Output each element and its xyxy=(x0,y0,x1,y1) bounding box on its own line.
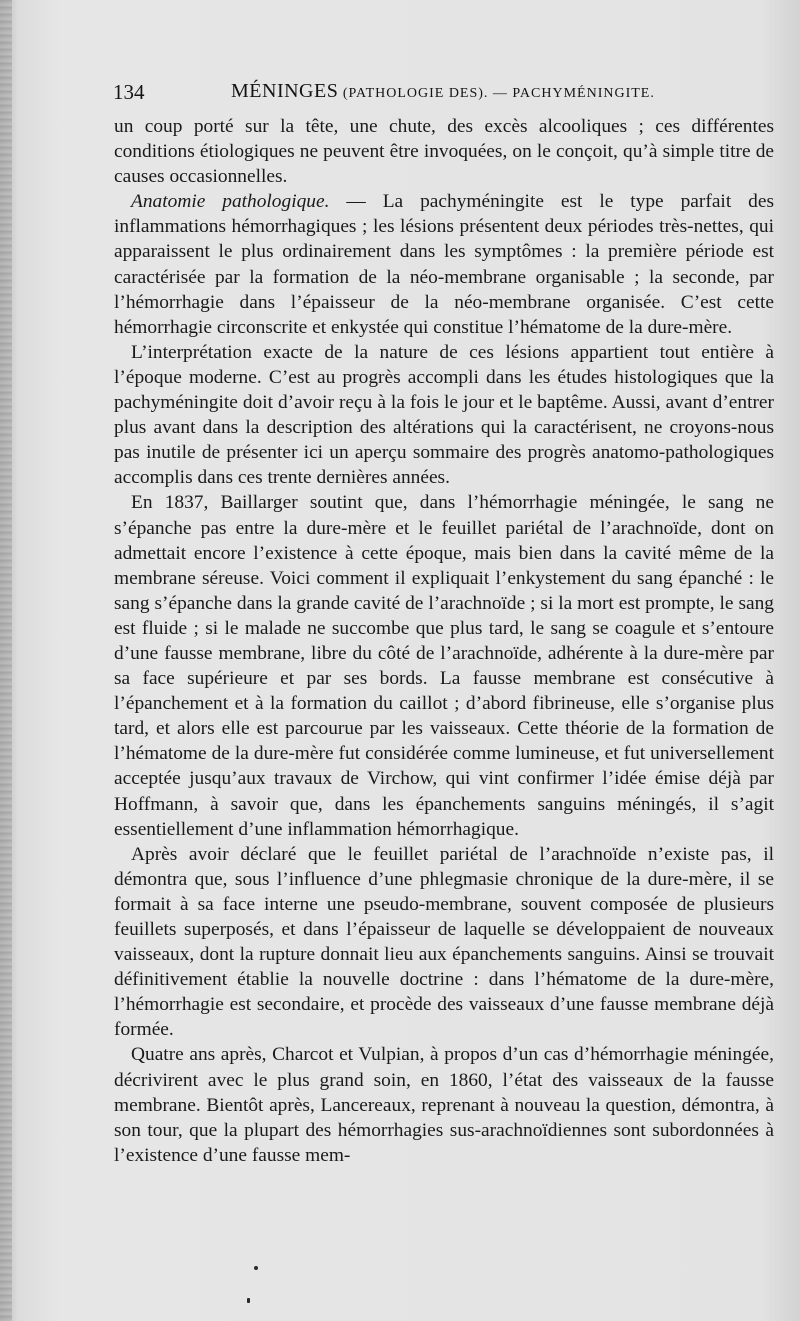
running-title-main: MÉNINGES xyxy=(231,80,339,102)
paragraph: un coup porté sur la tête, une chute, des excès alcooliques ; ces différentes conditions étiologiques ne peuvent être invoquées, on le conçoit, qu’à simple titre de causes occasionnelles. xyxy=(114,116,774,188)
page-binding-edge xyxy=(0,0,12,1321)
paragraph: Anatomie pathologique. — La pachyméningite est le type parfait des inflammations hémorrhagiques ; les lésions présentent deux périodes très-nettes, qui apparaissent le plus ordinairement dans les symptômes : la première période est caractérisée par la formation de la néo-membrane organisable ; la seconde, par l’hémorrhagie dans l’épaisseur de la néo-membrane organisée. C’est cette hémorrhagie circonscrite et enkystée qui constitue l’hématome de la dure-mère. xyxy=(114,191,774,338)
paragraph: Après avoir déclaré que le feuillet pariétal de l’arachnoïde n’existe pas, il démontra que, sous l’influence d’une phlegmasie chronique de la dure-mère, il se formait à sa face interne une pseudo-membrane, souvent composée de plusieurs feuillets superposés, et dans l’épaisseur de laquelle se développaient de nouveaux vaisseaux, dont la rupture donnait lieu aux épanchements sanguins. Ainsi se trouvait définitivement établie la nouvelle doctrine : dans l’hématome de la dure-mère, l’hémorrhagie est secondaire, et procède des vaisseaux d’une fausse membrane déjà formée. xyxy=(114,843,774,1041)
paragraph: L’interprétation exacte de la nature de ces lésions appartient tout entière à l’époque moderne. C’est au progrès accompli dans les études histologiques que la pachyméningite doit d’avoir reçu à la fois le jour et le baptême. Aussi, avant d’entrer plus avant dans la description des altérations qui la caractérisent, ne croyons-nous pas inutile de présenter ici un aperçu sommaire des progrès anatomo-pathologiques accomplis dans ces trente dernières années. xyxy=(114,341,774,489)
paragraph: Quatre ans après, Charcot et Vulpian, à propos d’un cas d’hémorrhagie méningée, décrivirent avec le plus grand soin, en 1860, l’état des vaisseaux de la fausse membrane. Bientôt après, Lancereaux, reprenant à nouveau la question, démontra, à son tour, que la plupart des hémorrhagies sus-arachnoïdiennes sont subordonnées à l’existence d’une fausse mem- xyxy=(114,1044,774,1166)
running-header xyxy=(113,80,773,108)
paragraph: En 1837, Baillarger soutint que, dans l’hémorrhagie méningée, le sang ne s’épanche pas entre la dure-mère et le feuillet pariétal de l’arachnoïde, dont on admettait encore l’existence à cette époque, mais bien dans la cavité même de la membrane séreuse. Voici comment il expliquait l’enkystement du sang épanché : le sang s’épanche dans la grande cavité de l’arachnoïde ; si la mort est prompte, le sang est fluide ; si le malade ne succombe que plus tard, le sang se coagule et s’entoure d’une fausse membrane, libre du côté de l’arachnoïde, adhérente à la dure-mère par sa face supérieure et par ses bords. La fausse membrane est consécutive à l’épanchement et à la formation du caillot ; d’abord fibrineuse, elle s’organise plus tard, et alors elle est parcourue par les vaisseaux. Cette théorie de la formation de l’hématome de la dure-mère fut considérée comme lumineuse, et fut universellement acceptée jusqu’aux travaux de Virchow, qui vint confirmer l’idée émise déjà par Hoffmann, à savoir que, dans les épanchements sanguins méningés, il s’agit essentiellement d’une inflammation hémorrhagique. xyxy=(114,492,774,840)
ink-speck xyxy=(247,1298,250,1303)
page-number: 134 xyxy=(113,80,145,104)
ink-speck xyxy=(254,1266,258,1270)
running-title-rest: (PATHOLOGIE DES). — PACHYMÉNINGITE. xyxy=(338,86,655,101)
section-heading: Anatomie pathologique. xyxy=(131,191,330,213)
running-title xyxy=(231,80,655,103)
body-text xyxy=(114,114,774,1168)
